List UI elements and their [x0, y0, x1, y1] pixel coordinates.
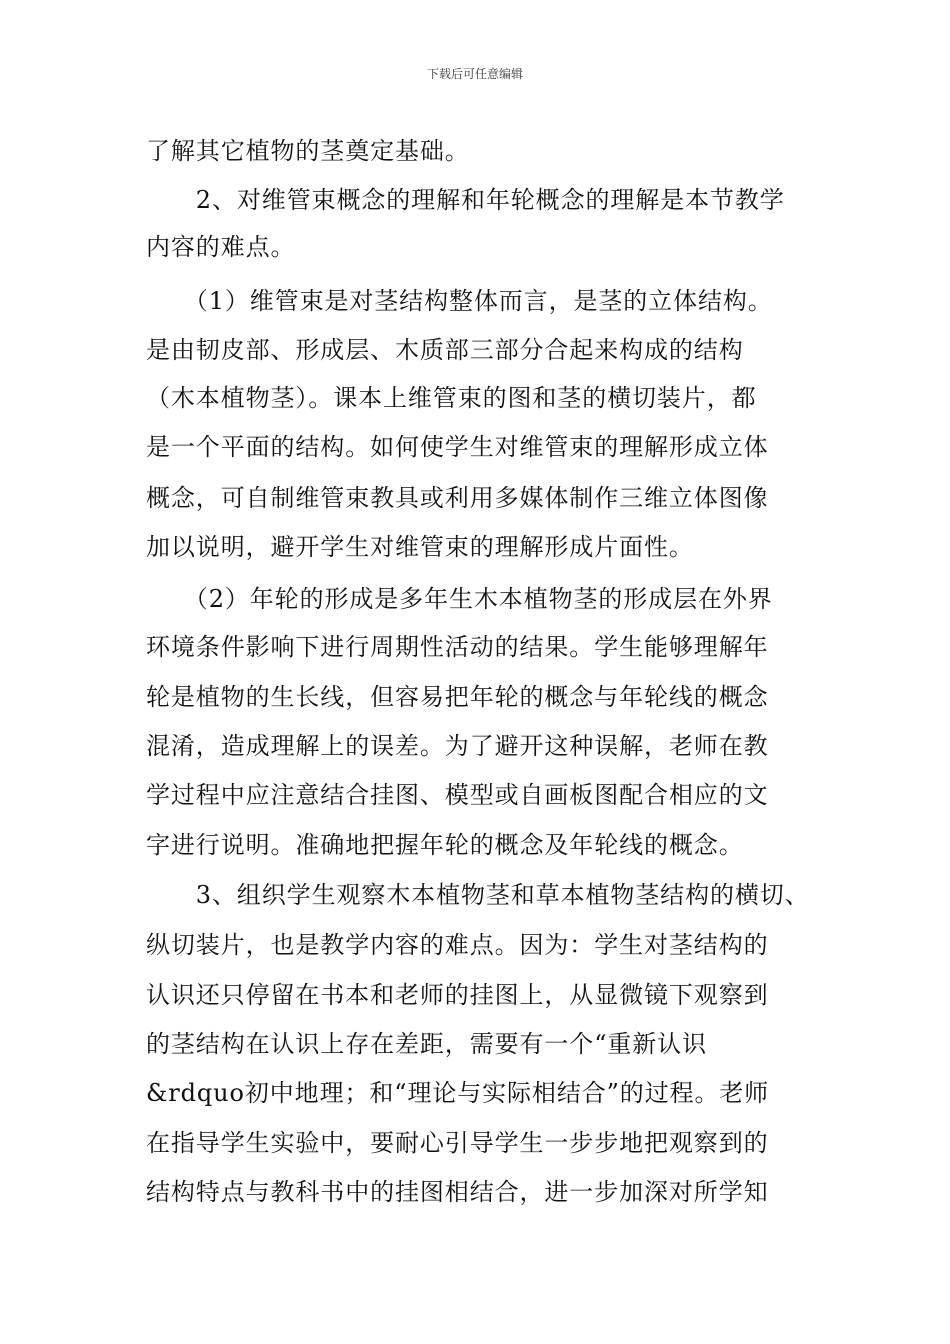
text-line: 轮是植物的生长线，但容易把年轮的概念与年轮线的概念 — [146, 683, 769, 711]
text-line: 了解其它植物的茎奠定基础。 — [146, 137, 470, 165]
page-header: 下载后可任意编辑 — [426, 67, 523, 81]
text-line: 的茎结构在认识上存在差距，需要有一个“重新认识 — [146, 1030, 707, 1058]
text-line: 概念，可自制维管束教具或利用多媒体制作三维立体图像 — [146, 484, 769, 512]
text-line: 内容的难点。 — [146, 233, 296, 261]
text-line: 环境条件影响下进行周期性活动的结果。学生能够理解年 — [146, 633, 769, 661]
text-line: 结构特点与教科书中的挂图相结合，进一步加深对所学知 — [146, 1178, 769, 1206]
text-line: 2、对维管束概念的理解和年轮概念的理解是本节教学 — [146, 186, 785, 214]
text-line: 认识还只停留在书本和老师的挂图上，从显微镜下观察到 — [146, 981, 769, 1009]
text-line: 字进行说明。准确地把握年轮的概念及年轮线的概念。 — [146, 831, 744, 859]
text-line: 纵切装片，也是教学内容的难点。因为：学生对茎结构的 — [146, 931, 769, 959]
text-line: 加以说明，避开学生对维管束的理解形成片面性。 — [146, 533, 694, 561]
text-line: 是由韧皮部、形成层、木质部三部分合起来构成的结构 — [146, 336, 744, 364]
text-line: 学过程中应注意结合挂图、模型或自画板图配合相应的文 — [146, 781, 769, 809]
text-line: （2）年轮的形成是多年生木本植物茎的形成层在外界 — [146, 585, 773, 613]
text-line: &rdquo初中地理；和“理论与实际相结合”的过程。老师 — [146, 1079, 770, 1107]
text-line: 在指导学生实验中，要耐心引导学生一步步地把观察到的 — [146, 1129, 769, 1157]
text-line: （1）维管束是对茎结构整体而言，是茎的立体结构。 — [146, 287, 773, 315]
text-line: 混淆，造成理解上的误差。为了避开这种误解，老师在教 — [146, 732, 769, 760]
text-line: 3、组织学生观察木本植物茎和草本植物茎结构的横切、 — [146, 881, 810, 909]
text-line: （木本植物茎）。课本上维管束的图和茎的横切装片，都 — [146, 384, 757, 412]
text-line: 是一个平面的结构。如何使学生对维管束的理解形成立体 — [146, 433, 769, 461]
